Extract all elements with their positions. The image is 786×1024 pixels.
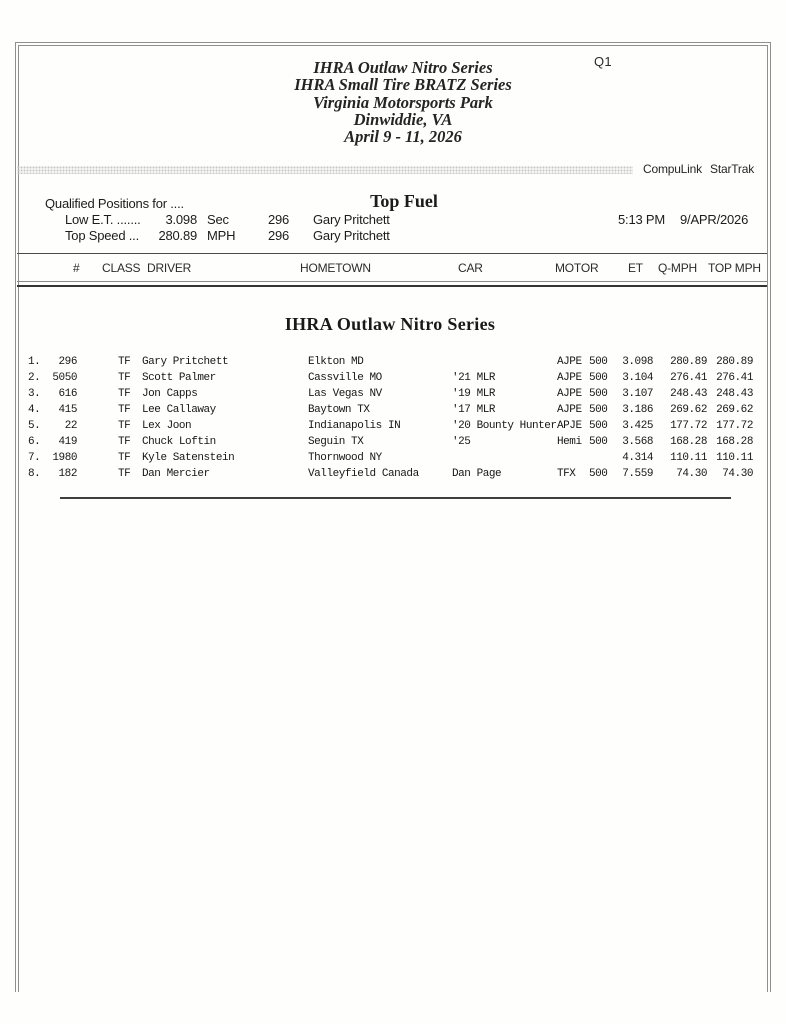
cell-position: 8.	[28, 468, 41, 480]
cell-hometown: Baytown TX	[308, 404, 370, 416]
top-speed-label: Top Speed ...	[65, 228, 140, 243]
cell-et: 3.107	[622, 388, 653, 400]
cell-motor: AJPE	[557, 404, 582, 416]
cell-car-number: 296	[58, 356, 77, 368]
cell-qmph: 177.72	[670, 420, 707, 432]
cell-car-number: 22	[64, 420, 77, 432]
cell-driver: Jon Capps	[142, 388, 198, 400]
event-header	[25, 59, 781, 145]
top-speed-car-number: 296	[268, 228, 290, 243]
cell-et: 3.104	[622, 372, 653, 384]
cell-motor-cid: 500	[589, 388, 608, 400]
cell-car: '21 MLR	[452, 372, 496, 384]
cell-car-number: 419	[58, 436, 77, 448]
cell-car: '19 MLR	[452, 388, 496, 400]
cell-position: 6.	[28, 436, 41, 448]
cell-hometown: Valleyfield Canada	[308, 468, 419, 480]
cell-motor-cid: 500	[589, 436, 608, 448]
low-et-car-number: 296	[268, 212, 290, 227]
cell-motor-cid: 500	[589, 372, 608, 384]
cell-car-number: 415	[58, 404, 77, 416]
table-row	[0, 468, 786, 482]
cell-class: TF	[118, 372, 131, 384]
cell-topmph: 280.89	[716, 356, 753, 368]
cell-qmph: 269.62	[670, 404, 707, 416]
cell-driver: Lex Joon	[142, 420, 192, 432]
col-header-car: CAR	[458, 261, 483, 275]
cell-car: Dan Page	[452, 468, 502, 480]
cell-qmph: 168.28	[670, 436, 707, 448]
cell-motor-cid: 500	[589, 404, 608, 416]
table-row	[0, 388, 786, 402]
horizontal-rule-thin	[17, 281, 767, 282]
cell-et: 4.314	[622, 452, 653, 464]
cell-qmph: 280.89	[670, 356, 707, 368]
cell-topmph: 110.11	[716, 452, 753, 464]
cell-car-number: 616	[58, 388, 77, 400]
cell-motor: AJPE	[557, 356, 582, 368]
event-dates: April 9 - 11, 2026	[344, 127, 462, 147]
cell-car-number: 5050	[52, 372, 77, 384]
low-et-driver: Gary Pritchett	[313, 212, 390, 227]
cell-motor: Hemi	[557, 436, 582, 448]
cell-topmph: 276.41	[716, 372, 753, 384]
low-et-value: 3.098	[165, 212, 197, 227]
cell-class: TF	[118, 420, 131, 432]
cell-hometown: Seguin TX	[308, 436, 364, 448]
timing-system-brand: CompuLink StarTrak	[643, 162, 754, 176]
cell-motor-cid: 500	[589, 356, 608, 368]
cell-motor-cid: 500	[589, 468, 608, 480]
event-venue: Virginia Motorsports Park	[313, 92, 493, 112]
cell-class: TF	[118, 436, 131, 448]
print-date: 9/APR/2026	[680, 212, 749, 227]
cell-hometown: Cassville MO	[308, 372, 382, 384]
cell-hometown: Elkton MD	[308, 356, 364, 368]
cell-hometown: Thornwood NY	[308, 452, 382, 464]
top-speed-value: 280.89	[158, 228, 197, 243]
cell-et: 3.098	[622, 356, 653, 368]
table-row	[0, 404, 786, 418]
cell-motor: APJE	[557, 420, 582, 432]
cell-topmph: 74.30	[722, 468, 753, 480]
col-header-topmph: TOP MPH	[708, 261, 761, 275]
col-header-hometown: HOMETOWN	[300, 261, 371, 275]
class-title: Top Fuel	[370, 191, 438, 211]
col-header-driver: DRIVER	[147, 261, 192, 275]
horizontal-rule-thick	[17, 285, 767, 288]
col-header-class: CLASS	[102, 261, 141, 275]
table-row	[0, 372, 786, 386]
cell-et: 3.425	[622, 420, 653, 432]
cell-driver: Lee Callaway	[142, 404, 216, 416]
cell-motor: AJPE	[557, 388, 582, 400]
table-row	[0, 436, 786, 450]
cell-position: 3.	[28, 388, 41, 400]
halftone-separator-band	[17, 166, 633, 174]
top-speed-unit: MPH	[207, 228, 236, 243]
event-series-line-1: IHRA Outlaw Nitro Series	[313, 58, 493, 77]
cell-class: TF	[118, 468, 131, 480]
cell-position: 2.	[28, 372, 41, 384]
cell-hometown: Las Vegas NV	[308, 388, 382, 400]
cell-qmph: 276.41	[670, 372, 707, 384]
cell-car-number: 182	[58, 468, 77, 480]
series-section-title: IHRA Outlaw Nitro Series	[284, 314, 496, 334]
qualified-positions-heading: Qualified Positions for ....	[45, 196, 184, 211]
cell-driver: Chuck Loftin	[142, 436, 216, 448]
cell-position: 1.	[28, 356, 41, 368]
cell-topmph: 177.72	[716, 420, 753, 432]
cell-driver: Kyle Satenstein	[142, 452, 235, 464]
cell-position: 7.	[28, 452, 41, 464]
cell-motor: AJPE	[557, 372, 582, 384]
cell-motor-cid: 500	[589, 420, 608, 432]
cell-driver: Gary Pritchett	[142, 356, 229, 368]
cell-et: 7.559	[622, 468, 653, 480]
page-border-frame	[15, 42, 771, 992]
col-header-qmph: Q-MPH	[658, 261, 697, 275]
session-label: Q1	[594, 54, 612, 69]
cell-topmph: 269.62	[716, 404, 753, 416]
cell-qmph: 110.11	[670, 452, 707, 464]
cell-driver: Dan Mercier	[142, 468, 210, 480]
col-header-motor: MOTOR	[555, 261, 599, 275]
cell-qmph: 74.30	[676, 468, 707, 480]
low-et-label: Low E.T. .......	[65, 212, 141, 227]
cell-motor: TFX	[557, 468, 576, 480]
col-header-et: ET	[628, 261, 643, 275]
cell-car: '20 Bounty Hunter	[452, 420, 557, 432]
cell-qmph: 248.43	[670, 388, 707, 400]
horizontal-rule-top	[17, 253, 767, 254]
event-location: Dinwiddie, VA	[353, 109, 453, 129]
cell-position: 5.	[28, 420, 41, 432]
col-header-number: #	[73, 261, 80, 275]
top-speed-driver: Gary Pritchett	[313, 228, 390, 243]
cell-class: TF	[118, 356, 131, 368]
table-end-underline	[60, 497, 731, 499]
cell-car: '25	[452, 436, 471, 448]
print-time: 5:13 PM	[618, 212, 666, 227]
cell-et: 3.186	[622, 404, 653, 416]
cell-driver: Scott Palmer	[142, 372, 216, 384]
cell-car: '17 MLR	[452, 404, 496, 416]
event-series-line-2: IHRA Small Tire BRATZ Series	[294, 75, 512, 95]
cell-class: TF	[118, 404, 131, 416]
cell-hometown: Indianapolis IN	[308, 420, 401, 432]
low-et-unit: Sec	[207, 212, 229, 227]
cell-car-number: 1980	[52, 452, 77, 464]
table-row	[0, 452, 786, 466]
cell-topmph: 248.43	[716, 388, 753, 400]
cell-et: 3.568	[622, 436, 653, 448]
cell-class: TF	[118, 388, 131, 400]
table-row	[0, 356, 786, 370]
cell-class: TF	[118, 452, 131, 464]
cell-position: 4.	[28, 404, 41, 416]
table-row	[0, 420, 786, 434]
cell-topmph: 168.28	[716, 436, 753, 448]
